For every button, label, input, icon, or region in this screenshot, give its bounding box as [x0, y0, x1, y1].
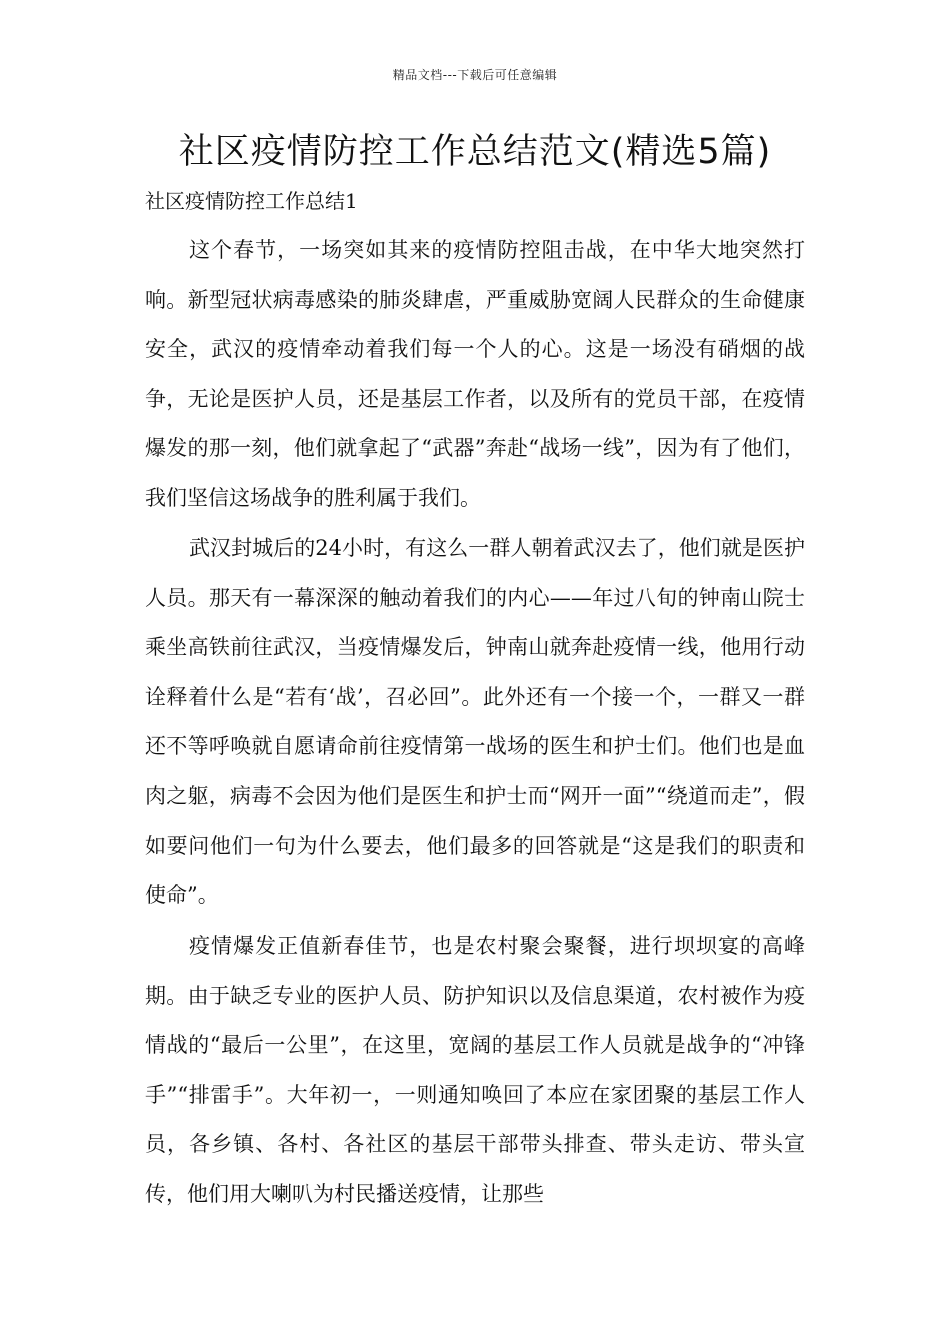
body-paragraph-1: 这个春节，一场突如其来的疫情防控阻击战，在中华大地突然打响。新型冠状病毒感染的肺炎肆虐，严重威胁宽阔人民群众的生命健康安全，武汉的疫情牵动着我们每一个人的心。这是一场没有硝烟的战争，无论是医护人员，还是基层工作者，以及所有的党员干部，在疫情爆发的那一刻，他们就拿起了“武器”奔赴“战场一线”，因为有了他们，我们坚信这场战争的胜利属于我们。	[145, 238, 805, 510]
body-paragraph-3: 疫情爆发正值新春佳节，也是农村聚会聚餐，进行坝坝宴的高峰期。由于缺乏专业的医护人员、防护知识以及信息渠道，农村被作为疫情战的“最后一公里”，在这里，宽阔的基层工作人员就是战争的“冲锋手”“排雷手”。大年初一，一则通知唤回了本应在家团聚的基层工作人员，各乡镇、各村、各社区的基层干部带头排查、带头走访、带头宣传，他们用大喇叭为村民播送疫情，让那些	[145, 934, 805, 1206]
body-paragraph-2: 武汉封城后的24小时，有这么一群人朝着武汉去了，他们就是医护人员。那天有一幕深深的触动着我们的内心——年过八旬的钟南山院士乘坐高铁前往武汉，当疫情爆发后，钟南山就奔赴疫情一线，他用行动诠释着什么是“若有‘战’，召必回”。此外还有一个接一个，一群又一群还不等呼唤就自愿请命前往疫情第一战场的医生和护士们。他们也是血肉之躯，病毒不会因为他们是医生和护士而“网开一面”“绕道而走”，假如要问他们一句为什么要去，他们最多的回答就是“这是我们的职责和使命”。	[145, 536, 805, 908]
section-heading: 社区疫情防控工作总结1	[145, 189, 358, 213]
document-title: 社区疫情防控工作总结范文(精选5篇)	[178, 132, 772, 172]
header-note: 精品文档---下载后可任意编辑	[392, 68, 558, 82]
